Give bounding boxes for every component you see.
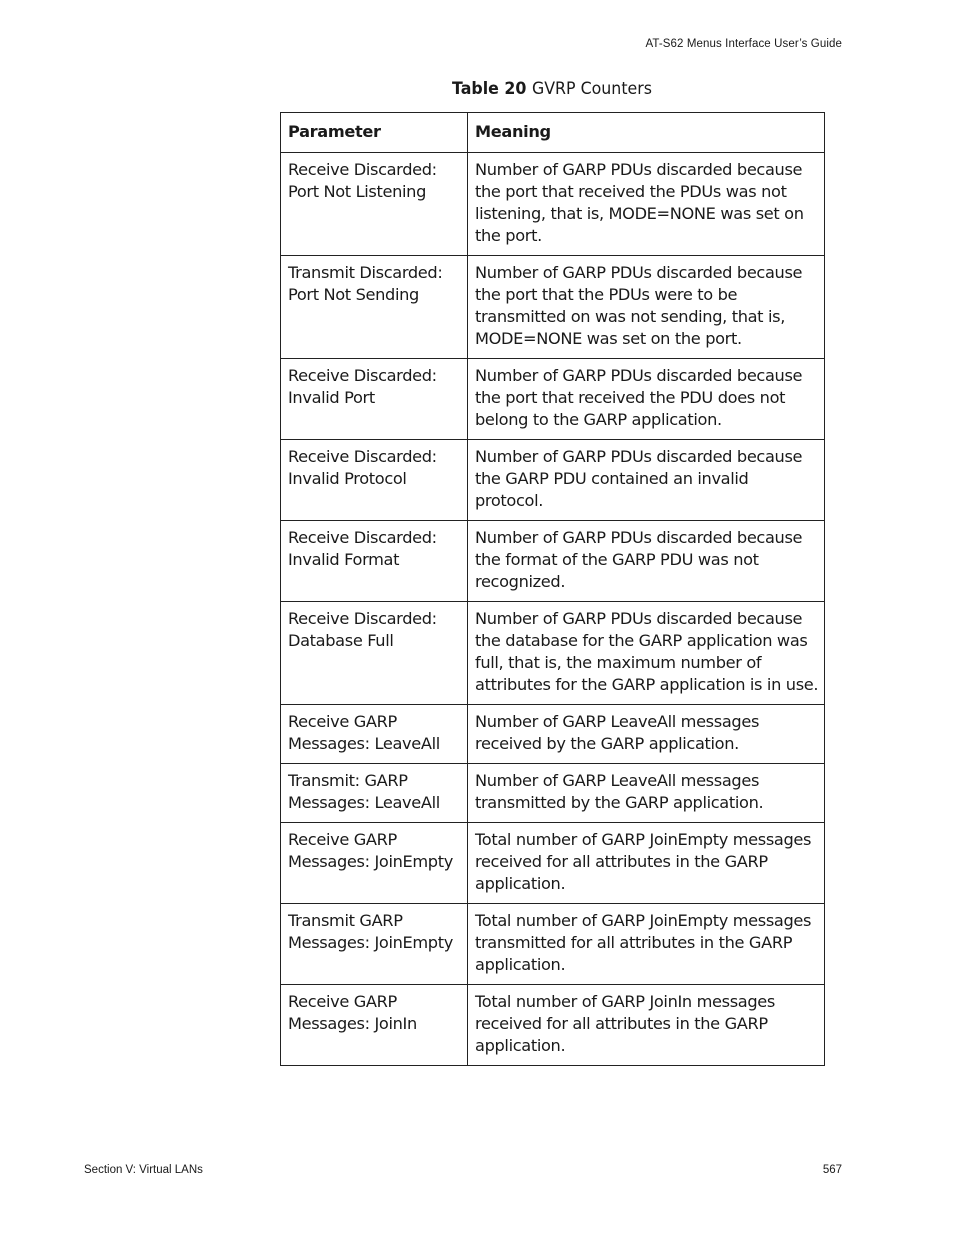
- meaning-cell: [468, 602, 825, 705]
- table-row: [281, 764, 825, 823]
- parameter-cell-line: Database Full: [288, 631, 394, 650]
- table-row: [281, 440, 825, 521]
- parameter-cell-line: Port Not Sending: [288, 285, 419, 304]
- parameter-cell-line: Transmit Discarded:: [288, 263, 443, 282]
- meaning-cell: [468, 823, 825, 904]
- parameter-cell-line: Receive GARP: [288, 992, 397, 1011]
- parameter-cell-line: Invalid Format: [288, 550, 400, 569]
- column-header-parameter: Parameter: [281, 113, 468, 153]
- parameter-cell: [281, 985, 468, 1066]
- meaning-cell-line: the database for the GARP application was: [475, 631, 808, 650]
- meaning-cell: [468, 904, 825, 985]
- parameter-cell-line: Receive GARP: [288, 830, 397, 849]
- table-body: [281, 153, 825, 1066]
- parameter-cell: [281, 359, 468, 440]
- table-caption: [299, 79, 805, 99]
- parameter-cell-line: Messages: JoinIn: [288, 1014, 417, 1033]
- table-row: [281, 705, 825, 764]
- meaning-cell-line: received by the GARP application.: [475, 734, 739, 753]
- column-header-meaning: Meaning: [468, 113, 825, 153]
- meaning-cell: [468, 764, 825, 823]
- meaning-cell-line: transmitted by the GARP application.: [475, 793, 764, 812]
- meaning-cell-line: Number of GARP PDUs discarded because: [475, 366, 803, 385]
- meaning-cell-line: the format of the GARP PDU was not: [475, 550, 759, 569]
- table-row: [281, 602, 825, 705]
- meaning-cell-line: the GARP PDU contained an invalid: [475, 469, 749, 488]
- meaning-cell-line: recognized.: [475, 572, 566, 591]
- parameter-cell-line: Port Not Listening: [288, 182, 426, 201]
- meaning-cell-line: Total number of GARP JoinIn messages: [475, 992, 775, 1011]
- parameter-cell: [281, 764, 468, 823]
- running-footer-section: Section V: Virtual LANs: [84, 1164, 203, 1176]
- table-row: [281, 256, 825, 359]
- table-caption-label: Table 20: [451, 79, 527, 99]
- parameter-cell: [281, 521, 468, 602]
- meaning-cell-line: attributes for the GARP application is in use.: [475, 675, 819, 694]
- meaning-cell-line: Number of GARP PDUs discarded because: [475, 609, 803, 628]
- meaning-cell-line: the port.: [475, 226, 542, 245]
- parameter-cell: [281, 705, 468, 764]
- meaning-cell-line: the port that the PDUs were to be: [475, 285, 738, 304]
- meaning-cell-line: Number of GARP PDUs discarded because: [475, 528, 803, 547]
- parameter-cell-line: Receive Discarded:: [288, 528, 437, 547]
- meaning-cell-line: Number of GARP PDUs discarded because: [475, 263, 803, 282]
- meaning-cell-line: Total number of GARP JoinEmpty messages: [475, 911, 812, 930]
- table-row: [281, 823, 825, 904]
- gvrp-counters-table: [280, 112, 825, 1066]
- meaning-cell-line: listening, that is, MODE=NONE was set on: [475, 204, 804, 223]
- meaning-cell-line: full, that is, the maximum number of: [475, 653, 762, 672]
- parameter-cell-line: Transmit GARP: [288, 911, 403, 930]
- parameter-cell: [281, 440, 468, 521]
- meaning-cell: [468, 521, 825, 602]
- parameter-cell: [281, 256, 468, 359]
- parameter-cell-line: Receive Discarded:: [288, 366, 437, 385]
- meaning-cell-line: Number of GARP PDUs discarded because: [475, 160, 803, 179]
- meaning-cell-line: Number of GARP PDUs discarded because: [475, 447, 803, 466]
- meaning-cell: [468, 985, 825, 1066]
- parameter-cell-line: Receive Discarded:: [288, 160, 437, 179]
- meaning-cell-line: MODE=NONE was set on the port.: [475, 329, 742, 348]
- table-row: [281, 904, 825, 985]
- meaning-cell: [468, 359, 825, 440]
- meaning-cell: [468, 153, 825, 256]
- meaning-cell-line: application.: [475, 955, 566, 974]
- parameter-cell-line: Invalid Port: [288, 388, 375, 407]
- meaning-cell: [468, 256, 825, 359]
- meaning-cell-line: transmitted for all attributes in the GARP: [475, 933, 793, 952]
- meaning-cell-line: belong to the GARP application.: [475, 410, 722, 429]
- page-number: 567: [822, 1164, 842, 1176]
- parameter-cell-line: Receive Discarded:: [288, 447, 437, 466]
- table-row: [281, 359, 825, 440]
- meaning-cell-line: application.: [475, 1036, 566, 1055]
- meaning-cell-line: Number of GARP LeaveAll messages: [475, 712, 760, 731]
- running-header: AT-S62 Menus Interface User’s Guide: [645, 38, 842, 50]
- parameter-cell: [281, 823, 468, 904]
- meaning-cell-line: application.: [475, 874, 566, 893]
- parameter-cell-line: Messages: JoinEmpty: [288, 933, 453, 952]
- parameter-cell: [281, 602, 468, 705]
- table-row: [281, 153, 825, 256]
- parameter-cell: [281, 153, 468, 256]
- meaning-cell-line: received for all attributes in the GARP: [475, 1014, 768, 1033]
- table-row: [281, 521, 825, 602]
- meaning-cell-line: transmitted on was not sending, that is,: [475, 307, 786, 326]
- table-header-row: [281, 113, 825, 153]
- parameter-cell-line: Receive GARP: [288, 712, 397, 731]
- gvrp-counters-table-wrapper: [280, 112, 824, 1066]
- parameter-cell-line: Messages: LeaveAll: [288, 793, 440, 812]
- meaning-cell-line: Number of GARP LeaveAll messages: [475, 771, 760, 790]
- parameter-cell-line: Receive Discarded:: [288, 609, 437, 628]
- meaning-cell-line: Total number of GARP JoinEmpty messages: [475, 830, 812, 849]
- parameter-cell-line: Transmit: GARP: [288, 771, 408, 790]
- meaning-cell: [468, 705, 825, 764]
- meaning-cell-line: received for all attributes in the GARP: [475, 852, 768, 871]
- table-caption-title: GVRP Counters: [531, 79, 652, 99]
- parameter-cell-line: Invalid Protocol: [288, 469, 407, 488]
- meaning-cell-line: the port that received the PDUs was not: [475, 182, 787, 201]
- parameter-cell: [281, 904, 468, 985]
- table-row: [281, 985, 825, 1066]
- meaning-cell: [468, 440, 825, 521]
- meaning-cell-line: protocol.: [475, 491, 544, 510]
- meaning-cell-line: the port that received the PDU does not: [475, 388, 786, 407]
- parameter-cell-line: Messages: LeaveAll: [288, 734, 440, 753]
- parameter-cell-line: Messages: JoinEmpty: [288, 852, 453, 871]
